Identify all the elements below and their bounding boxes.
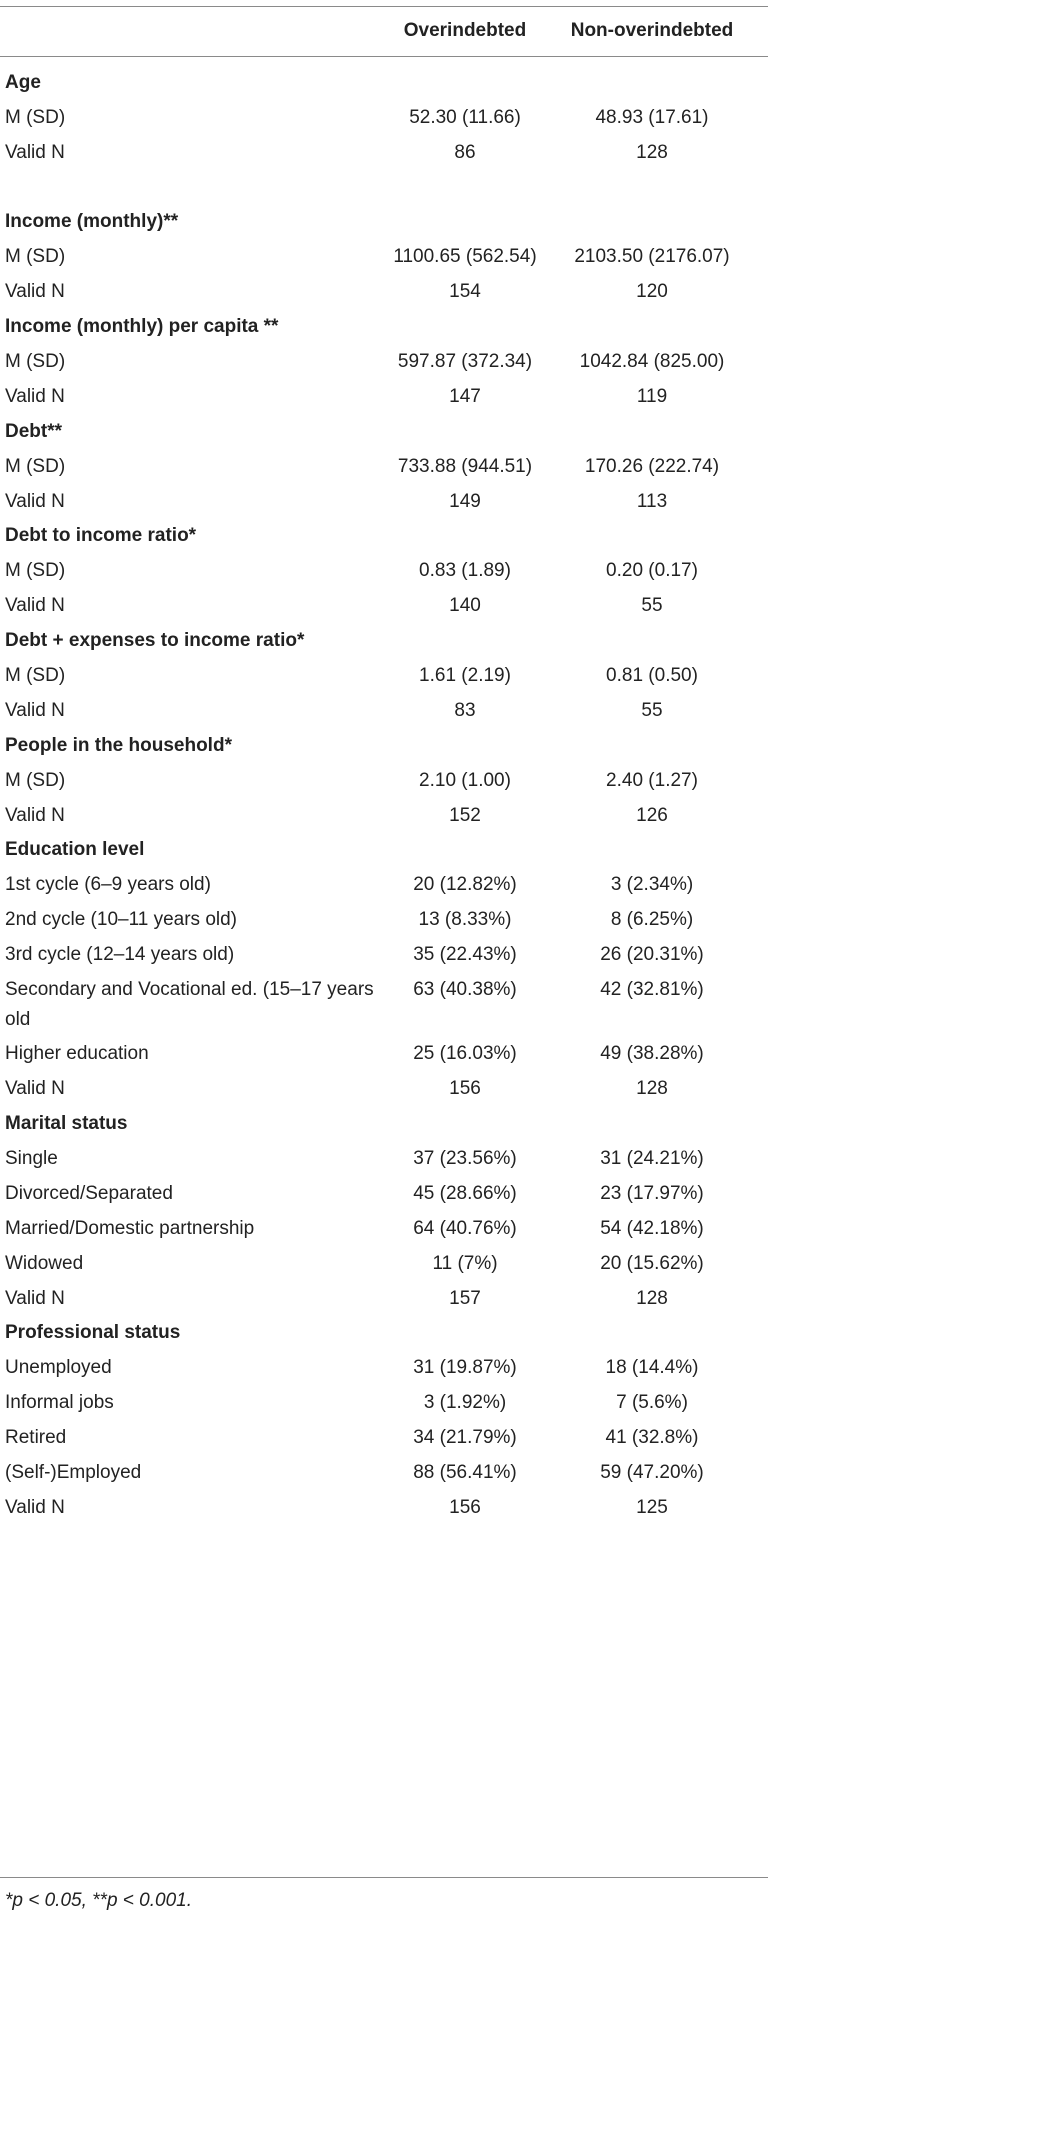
cell-non-overindebted: 126 <box>636 804 668 826</box>
section-title: Marital status <box>5 1113 128 1134</box>
row-label: Single <box>5 1147 58 1169</box>
row-label: Married/Domestic partnership <box>5 1217 255 1239</box>
cell-non-overindebted: 113 <box>636 490 668 512</box>
cell-non-overindebted: 20 (15.62%) <box>600 1252 704 1274</box>
row-label: Retired <box>5 1426 67 1448</box>
header-rule <box>0 56 768 57</box>
cell-overindebted: 45 (28.66%) <box>413 1182 517 1204</box>
section-title: People in the household* <box>5 735 232 756</box>
row-label: Valid N <box>5 594 65 616</box>
cell-non-overindebted: 55 <box>641 699 663 721</box>
cell-overindebted: 88 (56.41%) <box>413 1461 517 1483</box>
cell-overindebted: 149 <box>449 490 481 512</box>
cell-overindebted: 1.61 (2.19) <box>419 664 511 686</box>
cell-overindebted: 13 (8.33%) <box>418 908 512 930</box>
cell-overindebted: 20 (12.82%) <box>413 873 517 895</box>
row-label: Valid N <box>5 490 65 512</box>
cell-overindebted: 147 <box>449 385 481 407</box>
cell-non-overindebted: 59 (47.20%) <box>600 1461 704 1483</box>
row-label: 2nd cycle (10–11 years old) <box>5 908 237 930</box>
section-title: Debt to income ratio* <box>5 525 197 546</box>
cell-non-overindebted: 49 (38.28%) <box>600 1042 704 1064</box>
cell-overindebted: 0.83 (1.89) <box>419 559 511 581</box>
cell-non-overindebted: 170.26 (222.74) <box>584 455 720 477</box>
row-label: M (SD) <box>5 350 66 372</box>
cell-non-overindebted: 125 <box>636 1496 668 1518</box>
cell-non-overindebted: 128 <box>636 141 668 163</box>
cell-overindebted: 157 <box>449 1287 481 1309</box>
cell-overindebted: 83 <box>454 699 476 721</box>
cell-non-overindebted: 8 (6.25%) <box>610 908 694 930</box>
cell-non-overindebted: 128 <box>636 1077 668 1099</box>
cell-non-overindebted: 48.93 (17.61) <box>595 106 709 128</box>
row-label: 1st cycle (6–9 years old) <box>5 873 211 895</box>
cell-non-overindebted: 7 (5.6%) <box>616 1391 688 1413</box>
cell-overindebted: 2.10 (1.00) <box>419 769 511 791</box>
cell-overindebted: 1100.65 (562.54) <box>393 245 537 267</box>
cell-overindebted: 3 (1.92%) <box>423 1391 507 1413</box>
row-label: Unemployed <box>5 1356 112 1378</box>
cell-non-overindebted: 120 <box>636 280 668 302</box>
row-label: Valid N <box>5 1077 65 1099</box>
bottom-rule <box>0 1877 768 1878</box>
row-label: Valid N <box>5 385 65 407</box>
cell-non-overindebted: 23 (17.97%) <box>600 1182 704 1204</box>
column-header-overindebted: Overindebted <box>403 20 527 41</box>
section-title: Income (monthly) per capita ** <box>5 316 279 337</box>
row-label: Valid N <box>5 804 65 826</box>
row-label: M (SD) <box>5 106 66 128</box>
cell-non-overindebted: 128 <box>636 1287 668 1309</box>
row-label: Widowed <box>5 1252 84 1274</box>
column-header-non-overindebted: Non-overindebted <box>570 20 734 41</box>
top-rule <box>0 6 768 7</box>
cell-overindebted: 156 <box>449 1496 481 1518</box>
row-label: Valid N <box>5 699 65 721</box>
row-label: M (SD) <box>5 664 66 686</box>
cell-overindebted: 152 <box>449 804 481 826</box>
row-label: Secondary and Vocational ed. (15–17 years old <box>5 978 374 1030</box>
cell-overindebted: 34 (21.79%) <box>413 1426 517 1448</box>
row-label: Divorced/Separated <box>5 1182 173 1204</box>
section-title: Income (monthly)** <box>5 211 179 232</box>
cell-non-overindebted: 42 (32.81%) <box>600 978 704 1000</box>
cell-non-overindebted: 119 <box>636 385 668 407</box>
cell-overindebted: 86 <box>454 141 476 163</box>
footnote: *p < 0.05, **p < 0.001. <box>5 1890 192 1911</box>
cell-non-overindebted: 55 <box>641 594 663 616</box>
cell-overindebted: 733.88 (944.51) <box>397 455 533 477</box>
cell-overindebted: 156 <box>449 1077 481 1099</box>
cell-overindebted: 25 (16.03%) <box>413 1042 517 1064</box>
cell-non-overindebted: 2103.50 (2176.07) <box>574 245 730 267</box>
row-label: Higher education <box>5 1042 149 1064</box>
cell-non-overindebted: 31 (24.21%) <box>600 1147 704 1169</box>
cell-overindebted: 35 (22.43%) <box>413 943 517 965</box>
cell-overindebted: 37 (23.56%) <box>413 1147 517 1169</box>
row-label: Valid N <box>5 141 65 163</box>
row-label: M (SD) <box>5 245 66 267</box>
section-title: Education level <box>5 839 145 860</box>
cell-non-overindebted: 0.81 (0.50) <box>606 664 698 686</box>
cell-non-overindebted: 0.20 (0.17) <box>606 559 698 581</box>
cell-overindebted: 52.30 (11.66) <box>409 106 521 128</box>
cell-non-overindebted: 3 (2.34%) <box>610 873 694 895</box>
section-title: Age <box>5 72 41 93</box>
row-label: M (SD) <box>5 769 66 791</box>
row-label: 3rd cycle (12–14 years old) <box>5 943 235 965</box>
row-label: M (SD) <box>5 455 66 477</box>
row-label: Valid N <box>5 1496 65 1518</box>
section-title: Debt** <box>5 421 63 442</box>
row-label: M (SD) <box>5 559 66 581</box>
row-label: Valid N <box>5 1287 65 1309</box>
cell-non-overindebted: 41 (32.8%) <box>605 1426 699 1448</box>
cell-overindebted: 597.87 (372.34) <box>397 350 533 372</box>
cell-overindebted: 63 (40.38%) <box>413 978 517 1000</box>
section-title: Professional status <box>5 1322 181 1343</box>
cell-non-overindebted: 26 (20.31%) <box>600 943 704 965</box>
cell-overindebted: 31 (19.87%) <box>413 1356 517 1378</box>
cell-non-overindebted: 2.40 (1.27) <box>606 769 698 791</box>
section-title: Debt + expenses to income ratio* <box>5 630 305 651</box>
cell-overindebted: 64 (40.76%) <box>413 1217 517 1239</box>
row-label: Valid N <box>5 280 65 302</box>
cell-overindebted: 154 <box>449 280 481 302</box>
cell-overindebted: 140 <box>449 594 481 616</box>
row-label: (Self-)Employed <box>5 1461 142 1483</box>
cell-non-overindebted: 18 (14.4%) <box>605 1356 699 1378</box>
cell-non-overindebted: 54 (42.18%) <box>600 1217 704 1239</box>
cell-non-overindebted: 1042.84 (825.00) <box>579 350 725 372</box>
row-label: Informal jobs <box>5 1391 114 1413</box>
cell-overindebted: 11 (7%) <box>432 1252 498 1274</box>
